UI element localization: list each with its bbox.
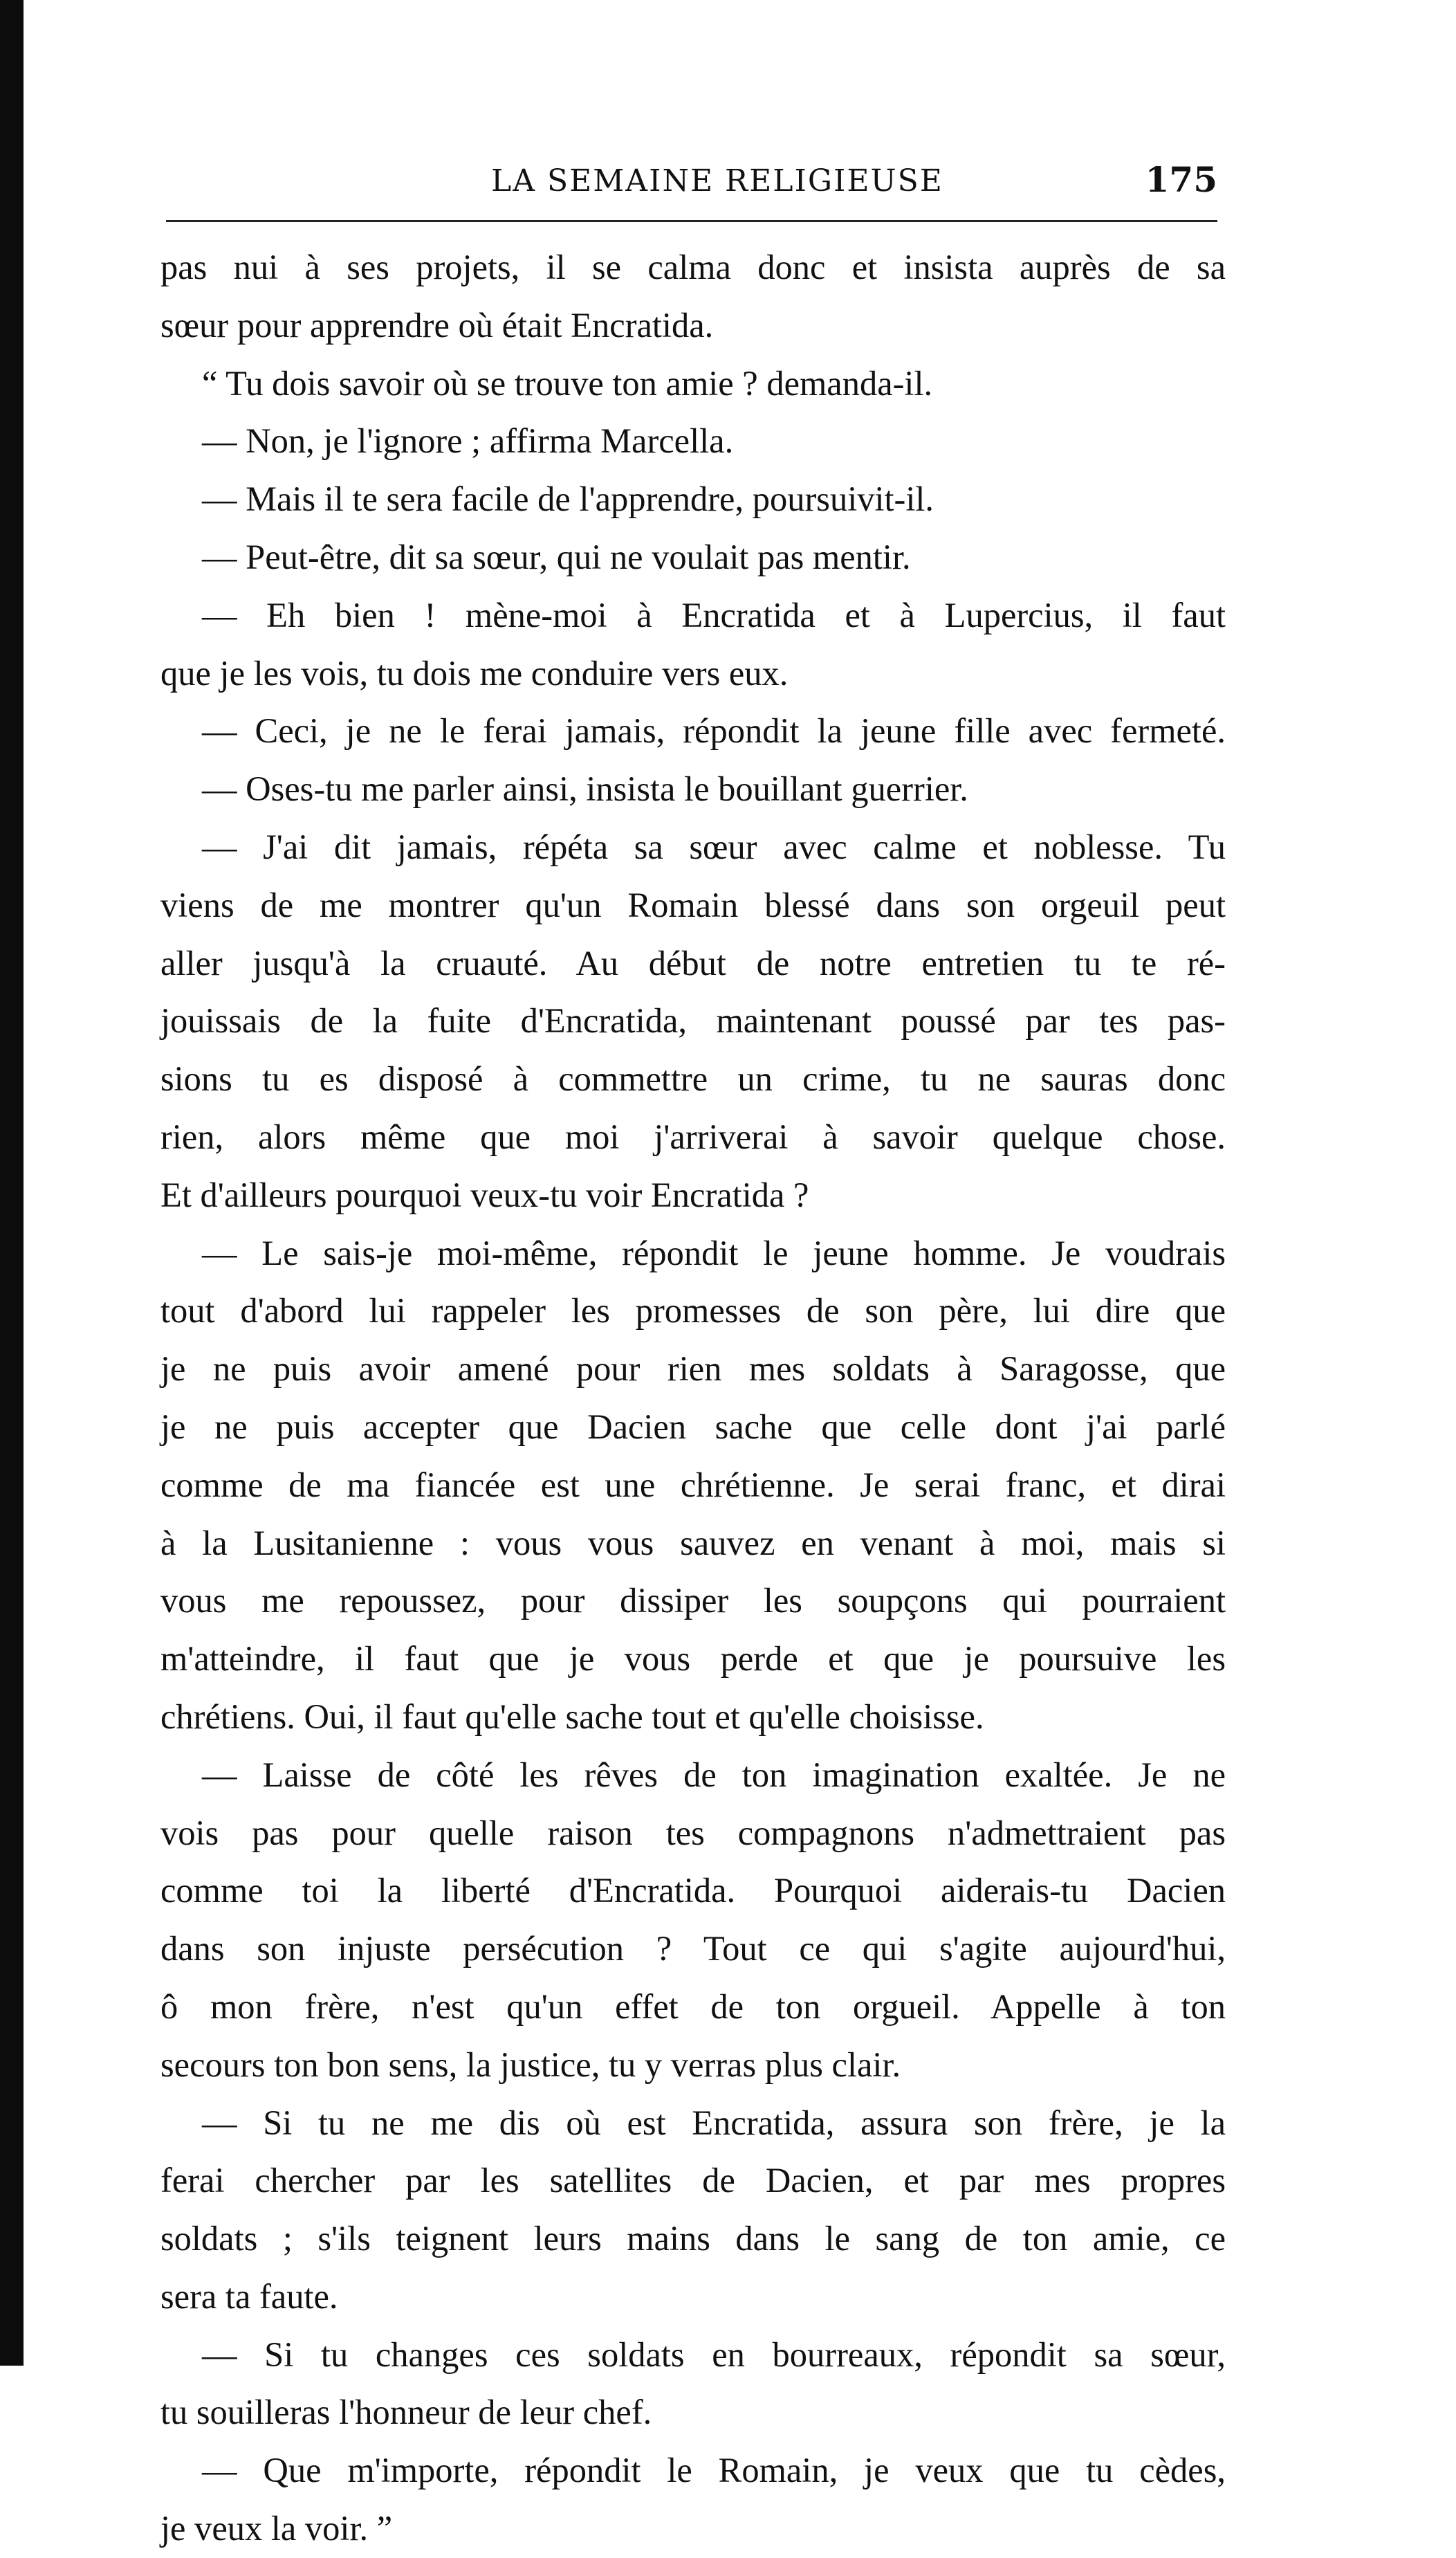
text-line: — Non, je l'ignore ; affirma Marcella. (202, 421, 734, 461)
text-line: viens de me montrer qu'un Romain blessé dans son orgeuil peut (160, 885, 1226, 924)
text-line: Et d'ailleurs pourquoi veux-tu voir Encratida ? (160, 1175, 809, 1214)
text-line: soldats ; s'ils teignent leurs mains dans le sang de ton amie, ce (160, 2219, 1226, 2258)
text-line: — Eh bien ! mène-moi à Encratida et à Lupercius, il faut (202, 595, 1226, 634)
text-line: secours ton bon sens, la justice, tu y verras plus clair. (160, 2045, 901, 2084)
text-line: vous me repoussez, pour dissiper les soupçons qui pourraient (160, 1581, 1226, 1620)
text-line: sœur pour apprendre où était Encratida. (160, 305, 714, 345)
text-line: ô mon frère, n'est qu'un effet de ton orgueil. Appelle à ton (160, 1986, 1226, 2026)
text-line: rien, alors même que moi j'arriverai à savoir quelque chose. (160, 1117, 1226, 1156)
text-line: — Ceci, je ne le ferai jamais, répondit la jeune fille avec fermeté. (202, 711, 1226, 751)
text-line: je ne puis accepter que Dacien sache que celle dont j'ai parlé (160, 1407, 1226, 1446)
text-line: tout d'abord lui rappeler les promesses de son père, lui dire que (160, 1291, 1226, 1331)
page-number: 175 (1145, 159, 1217, 200)
text-line: — Oses-tu me parler ainsi, insista le bouillant guerrier. (202, 769, 968, 809)
text-line: — Que m'importe, répondit le Romain, je veux que tu cèdes, (202, 2451, 1226, 2490)
text-line: m'atteindre, il faut que je vous perde et que je poursuive les (160, 1639, 1226, 1679)
running-head: LA SEMAINE RELIGIEUSE (491, 163, 943, 199)
text-line: sions tu es disposé à commettre un crime, tu ne sauras donc (160, 1059, 1226, 1099)
text-line: dans son injuste persécution ? Tout ce qui s'agite aujourd'hui, (160, 1929, 1226, 1968)
text-line: comme de ma fiancée est une chrétienne. Je serai franc, et dirai (160, 1465, 1226, 1504)
text-line: à la Lusitanienne : vous vous sauvez en venant à moi, mais si (160, 1523, 1226, 1562)
text-line: — Mais il te sera facile de l'apprendre, poursuivit-il. (202, 479, 934, 519)
text-line: “ Tu dois savoir où se trouve ton amie ? demanda-il. (202, 363, 933, 403)
body-text (160, 239, 1226, 2558)
text-line: jouissais de la fuite d'Encratida, maintenant poussé par tes pas- (160, 1001, 1226, 1041)
text-line: que je les vois, tu dois me conduire vers eux. (160, 653, 789, 693)
text-line: aller jusqu'à la cruauté. Au début de notre entretien tu te ré- (160, 943, 1226, 983)
text-line: ferai chercher par les satellites de Dacien, et par mes propres (160, 2161, 1226, 2200)
text-line: tu souilleras l'honneur de leur chef. (160, 2393, 652, 2432)
text-line: pas nui à ses projets, il se calma donc et insista auprès de sa (160, 248, 1226, 286)
scan-binding-edge (0, 0, 24, 2366)
text-line: je veux la voir. ” (160, 2509, 393, 2548)
text-line: — Peut-être, dit sa sœur, qui ne voulait pas mentir. (202, 537, 911, 576)
text-line: — Si tu changes ces soldats en bourreaux, répondit sa sœur, (202, 2335, 1226, 2374)
page-header (159, 159, 1217, 205)
text-line: chrétiens. Oui, il faut qu'elle sache tout et qu'elle choisisse. (160, 1697, 984, 1736)
header-rule (166, 220, 1217, 222)
text-line: comme toi la liberté d'Encratida. Pourquoi aiderais-tu Dacien (160, 1871, 1226, 1910)
text-line: vois pas pour quelle raison tes compagnons n'admettraient pas (160, 1813, 1226, 1852)
text-line: je ne puis avoir amené pour rien mes soldats à Saragosse, que (160, 1349, 1226, 1389)
text-line: sera ta faute. (160, 2276, 338, 2316)
text-line: — Si tu ne me dis où est Encratida, assura son frère, je la (202, 2103, 1226, 2142)
text-line: — J'ai dit jamais, répéta sa sœur avec calme et noblesse. Tu (202, 827, 1226, 866)
text-line: — Laisse de côté les rêves de ton imagination exaltée. Je ne (202, 1755, 1226, 1794)
text-line: — Le sais-je moi-même, répondit le jeune homme. Je voudrais (202, 1233, 1226, 1272)
